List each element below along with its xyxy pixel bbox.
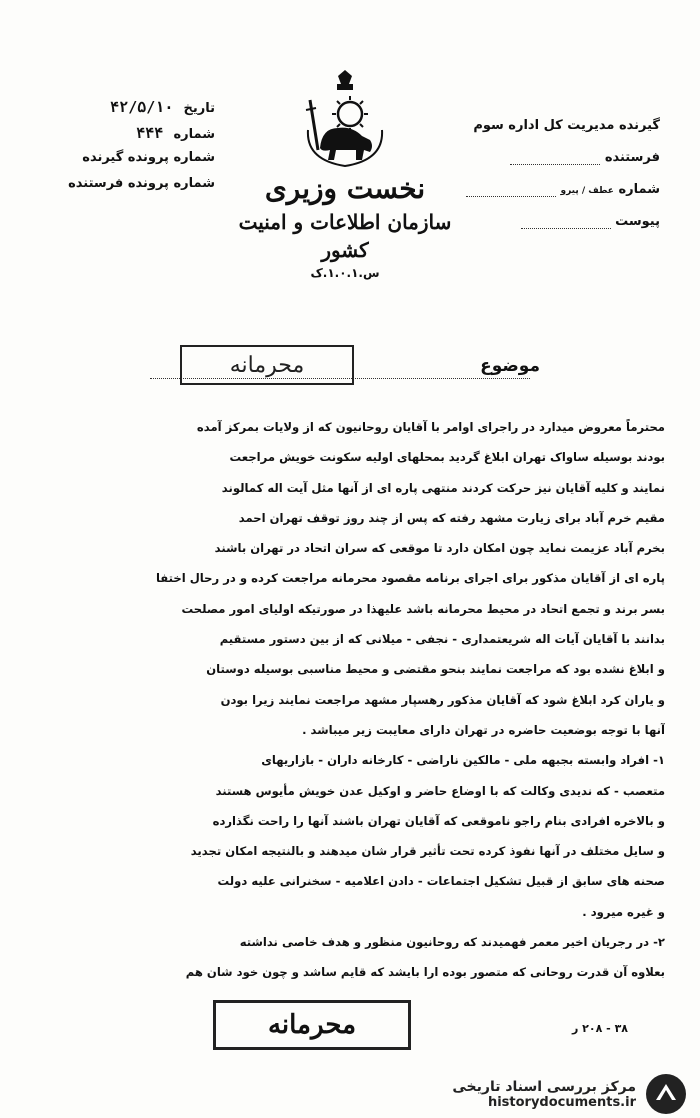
sender-file-row xyxy=(30,150,215,176)
recipient-value: مدیریت کل اداره سوم xyxy=(473,118,615,133)
date-row xyxy=(30,98,215,124)
number-value: ۴۴۴ xyxy=(136,124,164,142)
sender-label: فرستنده xyxy=(604,150,660,165)
body-line: بدانند با آقایان آیات اله شریعتمداری - نجفی - میلانی که از بین دستور مستقیم xyxy=(219,632,665,647)
body-line: بخرم آباد عزیمت نماید چون امکان دارد تا موقعی که سران اتحاد در تهران باشند xyxy=(214,541,665,556)
body-line: بعلاوه آن قدرت روحانی که متصور بوده ارا بایشد که قایم ساشد و چون خود شان هم xyxy=(185,965,665,980)
receiver-file-label: شماره پرونده فرستنده xyxy=(68,176,215,191)
body-line: پاره ای از آقایان مذکور برای اجرای برنامه مقصود محرمانه مراجعت کرده و در رحال اختفا xyxy=(155,571,665,586)
header-meta-left xyxy=(30,98,215,202)
body-line: محترماً معروض میدارد در راجرای اوامر با آقایان روحانیون که از ولایات بمرکز آمده xyxy=(196,420,665,434)
ref-number-label: شماره xyxy=(618,182,660,197)
body-line: آنها با توجه بوضعیت حاضره در تهران دارای معایبت زیر میباشد . xyxy=(302,722,665,737)
body-line: بودند بوسیله ساواک تهران ابلاغ گردید بمحلهای اولیه سکونت خویش مراجعت xyxy=(229,450,665,465)
watermark-text xyxy=(452,1079,636,1110)
receiver-file-row xyxy=(30,176,215,202)
body-line: و ابلاغ نشده بود که مراجعت نمایند بنحو مقتضی و محیط مناسبی بوسیله دوستان xyxy=(206,662,665,677)
body-line: و غیره میرود . xyxy=(582,904,665,919)
organization-header xyxy=(225,172,465,280)
body-line: و سایل مختلف در آنها نفوذ کرده تحت تأثیر قرار شان میدهند و بالنتیجه امکان تجدید xyxy=(190,844,665,859)
body-line: مقیم خرم آباد برای زیارت مشهد رفته که پس از چند روز توقف تهران احمد xyxy=(238,510,665,525)
body-line: ۲- در رجریان اخیر معمر فهمیدند که روحانیون منظور و هدف خاصی نداشته xyxy=(239,935,665,950)
ref-dotted-line xyxy=(466,196,556,197)
ref-number-value: عطف / پیرو xyxy=(560,186,614,196)
sender-row xyxy=(440,150,660,182)
body-line: متعصب - که ندیدی وکالت که با اوضاع حاضر و اوکیل عدن خویش مأیوس هستند xyxy=(215,783,665,798)
body-line: صحنه های سابق از قبیل تشکیل اجتماعات - دادن اعلامیه - سخنرانی علیه دولت xyxy=(217,874,665,889)
body-line: و بالاخره افرادی بنام راجو ناموقعی که آقایان تهران باشند آنها را راحت نگذارده xyxy=(212,813,665,828)
confidential-stamp-top: محرمانه xyxy=(180,345,354,385)
body-line: بسر برند و تجمع اتحاد در محیط محرمانه باشد علیهذا در صورتیکه اولیای امور مصلحت xyxy=(181,601,665,616)
attachment-dotted-line xyxy=(521,228,611,229)
archive-logo-icon xyxy=(644,1072,688,1116)
body-line: نمایند و کلیه آقایان نیز حرکت کردند منتهی پاره ای از آنها مثل آیت اله کمالوند xyxy=(221,480,665,495)
subject-row xyxy=(0,340,700,390)
form-code: س.۱.۰.۱.ک xyxy=(310,266,380,280)
lion-and-sun-emblem-icon xyxy=(300,70,390,170)
watermark xyxy=(452,1072,688,1116)
header-meta-right xyxy=(440,118,660,246)
ref-number-row xyxy=(440,182,660,214)
number-row xyxy=(30,124,215,150)
date-label: تاریخ xyxy=(183,101,215,116)
watermark-url: historydocuments.ir xyxy=(487,1094,636,1110)
subject-label: موضوع xyxy=(480,356,540,376)
agency-title: سازمان اطلاعات و امنیت کشور xyxy=(238,210,452,262)
ministry-title: نخست وزیری xyxy=(264,172,426,205)
watermark-persian: مرکز بررسی اسناد تاریخی xyxy=(452,1078,636,1095)
date-value: ۴۲/۵/۱۰ xyxy=(110,98,174,116)
recipient-label: گیرنده xyxy=(618,118,660,133)
body-line: ۱- افراد وابسته بجبهه ملی - مالکین ناراضی - کارخانه داران - بازاریهای xyxy=(261,753,665,768)
letter-body xyxy=(35,412,665,988)
body-line: و یاران کرد ابلاغ شود که آقایان مذکور رهسپار مشهد مراجعت نمایند زیرا بودن xyxy=(220,692,665,707)
attachment-row xyxy=(440,214,660,246)
sender-file-label: شماره پرونده گیرنده xyxy=(82,150,215,165)
recipient-row xyxy=(440,118,660,150)
attachment-label: پیوست xyxy=(615,214,660,229)
number-label: شماره xyxy=(173,127,215,142)
sender-dotted-line xyxy=(510,164,600,165)
confidential-stamp-bottom: محرمانه xyxy=(213,1000,411,1050)
document-id: ۳۸ - ۲۰۸ ر xyxy=(572,1022,628,1035)
